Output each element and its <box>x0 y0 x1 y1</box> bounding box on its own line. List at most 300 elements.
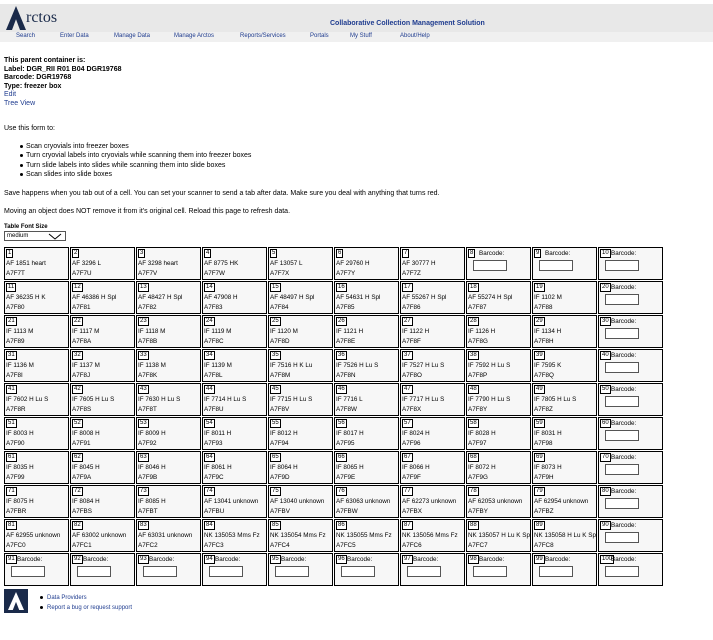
report-bug-link[interactable]: Report a bug or request support <box>47 605 133 611</box>
occupied-cell[interactable] <box>334 451 399 484</box>
barcode-label: Barcode: <box>611 522 637 529</box>
cell-specimen-label: AF 3298 heart <box>138 260 178 267</box>
occupied-cell[interactable] <box>466 485 531 518</box>
site-title: Collaborative Collection Management Solution <box>330 20 485 27</box>
cell-specimen-label: AF 13040 unknown <box>270 498 325 505</box>
cell-barcode: A7F8C <box>204 338 224 345</box>
barcode-label: Barcode: <box>611 284 637 291</box>
cell-specimen-label: IF 1102 M <box>534 294 562 301</box>
cell-barcode: A7F7X <box>270 270 290 277</box>
cell-position-number: 7 <box>404 250 408 256</box>
barcode-label: Barcode: <box>545 250 571 257</box>
cell-barcode: A7F86 <box>402 304 421 311</box>
cell-position-number: 78 <box>470 488 477 494</box>
cell-barcode: A7F84 <box>270 304 289 311</box>
occupied-cell[interactable] <box>4 315 69 348</box>
barcode-input[interactable] <box>341 566 375 577</box>
occupied-cell[interactable] <box>466 519 531 552</box>
occupied-cell[interactable] <box>268 451 333 484</box>
cell-specimen-label: IF 8085 H <box>138 498 166 505</box>
cell-specimen-label: IF 1120 M <box>270 328 298 335</box>
cell-specimen-label: IF 7717 H Lu S <box>402 396 445 403</box>
cell-position-number: 2 <box>74 250 78 256</box>
cell-position-number: 20 <box>602 284 609 290</box>
cell-position-number: 14 <box>206 284 213 290</box>
empty-cell[interactable] <box>598 417 663 450</box>
cell-barcode: A7F8G <box>468 338 488 345</box>
empty-cell[interactable] <box>598 451 663 484</box>
cell-barcode: A7F93 <box>204 440 223 447</box>
cell-specimen-label: IF 8003 H <box>6 430 34 437</box>
empty-cell[interactable] <box>334 553 399 586</box>
cell-position-number: 41 <box>8 386 15 392</box>
occupied-cell[interactable] <box>466 417 531 450</box>
occupied-cell[interactable] <box>532 349 597 382</box>
cell-specimen-label: IF 7805 H Lu S <box>534 396 577 403</box>
cell-specimen-label: IF 7714 H Lu S <box>204 396 247 403</box>
empty-cell[interactable] <box>598 349 663 382</box>
cell-barcode: A7FC8 <box>534 542 554 549</box>
cell-barcode: A7FBX <box>402 508 422 515</box>
cell-specimen-label: IF 7526 H Lu S <box>336 362 379 369</box>
cell-position-number: 51 <box>8 420 15 426</box>
cell-position-number: 9 <box>536 250 540 256</box>
barcode-label: Barcode: <box>347 556 373 563</box>
cell-barcode: A7F9D <box>270 474 290 481</box>
barcode-input[interactable] <box>605 532 639 543</box>
occupied-cell[interactable] <box>70 349 135 382</box>
occupied-cell[interactable] <box>334 417 399 450</box>
table-font-size-value: medium <box>7 233 29 239</box>
occupied-cell[interactable] <box>334 281 399 314</box>
cell-specimen-label: IF 8075 H <box>6 498 34 505</box>
cell-specimen-label: NK 135056 Mms Fz <box>402 532 458 539</box>
occupied-cell[interactable] <box>202 451 267 484</box>
cell-barcode: A7F8K <box>138 372 158 379</box>
cell-position-number: 86 <box>338 522 345 528</box>
occupied-cell[interactable] <box>202 519 267 552</box>
cell-barcode: A7F8M <box>270 372 291 379</box>
cell-specimen-label: AF 46386 H Spl <box>72 294 117 301</box>
cell-position-number: 95 <box>272 556 279 562</box>
cell-position-number: 10 <box>602 250 609 256</box>
cell-position-number: 12 <box>74 284 81 290</box>
barcode-input[interactable] <box>605 566 639 577</box>
occupied-cell[interactable] <box>4 383 69 416</box>
cell-position-number: 83 <box>140 522 147 528</box>
occupied-cell[interactable] <box>532 417 597 450</box>
cell-position-number: 40 <box>602 352 609 358</box>
occupied-cell[interactable] <box>136 485 201 518</box>
cell-specimen-label: IF 1137 M <box>72 362 100 369</box>
cell-specimen-label: IF 8028 H <box>468 430 496 437</box>
cell-position-number: 66 <box>338 454 345 460</box>
arctos-footer-logo[interactable] <box>4 589 28 613</box>
empty-cell[interactable] <box>598 315 663 348</box>
occupied-cell[interactable] <box>466 451 531 484</box>
occupied-cell[interactable] <box>202 485 267 518</box>
empty-cell[interactable] <box>598 247 663 280</box>
barcode-input[interactable] <box>605 260 639 271</box>
occupied-cell[interactable] <box>70 383 135 416</box>
cell-specimen-label: AF 62273 unknown <box>402 498 457 505</box>
cell-barcode: A7F8A <box>72 338 92 345</box>
barcode-input[interactable] <box>77 566 111 577</box>
nav-enter-data[interactable]: Enter Data <box>60 33 89 39</box>
occupied-cell[interactable] <box>4 485 69 518</box>
cell-position-number: 34 <box>206 352 213 358</box>
cell-specimen-label: NK 135055 Mms Fz <box>336 532 392 539</box>
occupied-cell[interactable] <box>268 485 333 518</box>
occupied-cell[interactable] <box>532 315 597 348</box>
cell-barcode: A7F80 <box>6 304 25 311</box>
occupied-cell[interactable] <box>202 247 267 280</box>
occupied-cell[interactable] <box>202 315 267 348</box>
cell-position-number: 52 <box>74 420 81 426</box>
occupied-cell[interactable] <box>268 315 333 348</box>
cell-barcode: A7F8T <box>138 406 157 413</box>
cell-position-number: 61 <box>8 454 15 460</box>
cell-position-number: 67 <box>404 454 411 460</box>
occupied-cell[interactable] <box>136 349 201 382</box>
cell-barcode: A7F95 <box>336 440 355 447</box>
barcode-input[interactable] <box>605 396 639 407</box>
cell-barcode: A7F8I <box>6 372 23 379</box>
barcode-label: Barcode: <box>149 556 175 563</box>
cell-position-number: 64 <box>206 454 213 460</box>
occupied-cell[interactable] <box>4 247 69 280</box>
occupied-cell[interactable] <box>400 281 465 314</box>
data-providers-link[interactable]: Data Providers <box>47 595 87 601</box>
nav-manage-data[interactable]: Manage Data <box>114 33 151 39</box>
empty-cell[interactable] <box>136 553 201 586</box>
occupied-cell[interactable] <box>136 315 201 348</box>
cell-position-number: 77 <box>404 488 411 494</box>
barcode-input[interactable] <box>473 260 507 271</box>
cell-specimen-label: AF 48497 H Spl <box>270 294 315 301</box>
empty-cell[interactable] <box>268 553 333 586</box>
cell-specimen-label: IF 8009 H <box>138 430 166 437</box>
barcode-input[interactable] <box>605 430 639 441</box>
cell-barcode: A7F90 <box>6 440 25 447</box>
occupied-cell[interactable] <box>466 349 531 382</box>
cell-position-number: 15 <box>272 284 279 290</box>
barcode-input[interactable] <box>605 464 639 475</box>
cell-position-number: 36 <box>338 352 345 358</box>
cell-barcode: A7F8W <box>336 406 357 413</box>
occupied-cell[interactable] <box>400 519 465 552</box>
occupied-cell[interactable] <box>532 451 597 484</box>
cell-position-number: 62 <box>74 454 81 460</box>
cell-position-number: 65 <box>272 454 279 460</box>
cell-specimen-label: IF 1139 M <box>204 362 232 369</box>
cell-position-number: 93 <box>140 556 147 562</box>
cell-position-number: 37 <box>404 352 411 358</box>
nav-portals[interactable]: Portals <box>310 33 329 39</box>
occupied-cell[interactable] <box>268 519 333 552</box>
cell-specimen-label: AF 47908 H <box>204 294 238 301</box>
cell-position-number: 29 <box>536 318 543 324</box>
cell-barcode: A7F85 <box>336 304 355 311</box>
cell-barcode: A7F8Y <box>468 406 488 413</box>
occupied-cell[interactable] <box>400 451 465 484</box>
cell-specimen-label: AF 54631 H Spl <box>336 294 381 301</box>
cell-position-number: 75 <box>272 488 279 494</box>
cell-barcode: A7F7W <box>204 270 225 277</box>
cell-barcode: A7F8L <box>204 372 223 379</box>
empty-cell[interactable] <box>4 553 69 586</box>
occupied-cell[interactable] <box>70 519 135 552</box>
occupied-cell[interactable] <box>70 315 135 348</box>
nav-about-help[interactable]: About/Help <box>400 33 430 39</box>
cell-barcode: A7F7V <box>138 270 158 277</box>
barcode-label: Barcode: <box>479 556 505 563</box>
tree-view-link[interactable]: Tree View <box>4 99 36 107</box>
occupied-cell[interactable] <box>400 349 465 382</box>
cell-barcode: A7F9A <box>72 474 92 481</box>
occupied-cell[interactable] <box>400 383 465 416</box>
occupied-cell[interactable] <box>136 417 201 450</box>
cell-position-number: 85 <box>272 522 279 528</box>
edit-link[interactable]: Edit <box>4 91 17 99</box>
cell-barcode: A7FC3 <box>204 542 224 549</box>
container-type: Type: freezer box <box>4 82 62 90</box>
usage-item: Scan slides into slide boxes <box>20 170 420 179</box>
barcode-label: Barcode: <box>545 556 571 563</box>
cell-position-number: 30 <box>602 318 609 324</box>
usage-instructions <box>4 125 252 179</box>
barcode-input[interactable] <box>605 328 639 339</box>
occupied-cell[interactable] <box>268 383 333 416</box>
barcode-input[interactable] <box>473 566 507 577</box>
occupied-cell[interactable] <box>334 485 399 518</box>
cell-position-number: 42 <box>74 386 81 392</box>
occupied-cell[interactable] <box>400 315 465 348</box>
cell-specimen-label: AF 62053 unknown <box>468 498 523 505</box>
occupied-cell[interactable] <box>202 383 267 416</box>
footer-links <box>40 593 240 613</box>
cell-position-number: 27 <box>404 318 411 324</box>
occupied-cell[interactable] <box>70 451 135 484</box>
barcode-input[interactable] <box>209 566 243 577</box>
empty-cell[interactable] <box>466 247 531 280</box>
occupied-cell[interactable] <box>202 417 267 450</box>
cell-position-number: 32 <box>74 352 81 358</box>
cell-position-number: 33 <box>140 352 147 358</box>
occupied-cell[interactable] <box>532 383 597 416</box>
cell-position-number: 80 <box>602 488 609 494</box>
occupied-cell[interactable] <box>334 349 399 382</box>
occupied-cell[interactable] <box>4 349 69 382</box>
container-grid <box>4 247 664 582</box>
barcode-input[interactable] <box>539 566 573 577</box>
cell-specimen-label: AF 63002 unknown <box>72 532 127 539</box>
empty-cell[interactable] <box>532 247 597 280</box>
occupied-cell[interactable] <box>400 485 465 518</box>
occupied-cell[interactable] <box>532 281 597 314</box>
occupied-cell[interactable] <box>4 451 69 484</box>
empty-cell[interactable] <box>598 281 663 314</box>
cell-specimen-label: IF 1134 H <box>534 328 562 335</box>
cell-specimen-label: AF 55274 H Spl <box>468 294 513 301</box>
cell-barcode: A7F8N <box>336 372 356 379</box>
occupied-cell[interactable] <box>70 417 135 450</box>
cell-specimen-label: IF 1138 M <box>138 362 166 369</box>
cell-position-number: 45 <box>272 386 279 392</box>
occupied-cell[interactable] <box>400 247 465 280</box>
occupied-cell[interactable] <box>268 281 333 314</box>
occupied-cell[interactable] <box>268 247 333 280</box>
occupied-cell[interactable] <box>4 519 69 552</box>
occupied-cell[interactable] <box>334 247 399 280</box>
nav-search[interactable]: Search <box>16 33 36 39</box>
cell-barcode: A7FBS <box>72 508 92 515</box>
cell-barcode: A7F9H <box>534 474 554 481</box>
empty-cell[interactable] <box>598 383 663 416</box>
barcode-input[interactable] <box>539 260 573 271</box>
occupied-cell[interactable] <box>136 281 201 314</box>
occupied-cell[interactable] <box>136 519 201 552</box>
cell-barcode: A7F99 <box>6 474 25 481</box>
empty-cell[interactable] <box>598 485 663 518</box>
cell-position-number: 71 <box>8 488 15 494</box>
empty-cell[interactable] <box>466 553 531 586</box>
barcode-input[interactable] <box>143 566 177 577</box>
occupied-cell[interactable] <box>70 485 135 518</box>
cell-barcode: A7F83 <box>204 304 223 311</box>
occupied-cell[interactable] <box>532 485 597 518</box>
cell-position-number: 74 <box>206 488 213 494</box>
cell-barcode: A7FC7 <box>468 542 488 549</box>
occupied-cell[interactable] <box>268 417 333 450</box>
barcode-label: Barcode: <box>611 556 637 563</box>
cell-position-number: 49 <box>536 386 543 392</box>
cell-position-number: 89 <box>536 522 543 528</box>
cell-position-number: 56 <box>338 420 345 426</box>
occupied-cell[interactable] <box>400 417 465 450</box>
cell-barcode: A7FBZ <box>534 508 554 515</box>
cell-position-number: 24 <box>206 318 213 324</box>
occupied-cell[interactable] <box>136 383 201 416</box>
cell-specimen-label: IF 7715 H Lu S <box>270 396 313 403</box>
cell-barcode: A7F82 <box>138 304 157 311</box>
usage-intro: Use this form to: <box>4 125 55 132</box>
occupied-cell[interactable] <box>466 315 531 348</box>
cell-position-number: 79 <box>536 488 543 494</box>
cell-barcode: A7F9F <box>402 474 421 481</box>
cell-position-number: 63 <box>140 454 147 460</box>
occupied-cell[interactable] <box>334 519 399 552</box>
occupied-cell[interactable] <box>70 281 135 314</box>
cell-position-number: 91 <box>8 556 15 562</box>
cell-specimen-label: AF 30777 H <box>402 260 436 267</box>
usage-item: Scan cryovials into freezer boxes <box>20 142 420 151</box>
empty-cell[interactable] <box>598 519 663 552</box>
cell-specimen-label: IF 7716 L <box>336 396 363 403</box>
moving-note: Moving an object does NOT remove it from it's original cell. Reload this page to refresh data. <box>4 208 291 215</box>
cell-position-number: 58 <box>470 420 477 426</box>
cell-specimen-label: IF 8064 H <box>270 464 298 471</box>
empty-cell[interactable] <box>202 553 267 586</box>
barcode-input[interactable] <box>605 294 639 305</box>
cell-position-number: 46 <box>338 386 345 392</box>
cell-specimen-label: IF 1119 M <box>204 328 232 335</box>
barcode-input[interactable] <box>605 362 639 373</box>
occupied-cell[interactable] <box>466 281 531 314</box>
main-nav <box>0 32 713 42</box>
barcode-input[interactable] <box>275 566 309 577</box>
cell-position-number: 16 <box>338 284 345 290</box>
occupied-cell[interactable] <box>202 281 267 314</box>
occupied-cell[interactable] <box>202 349 267 382</box>
cell-specimen-label: AF 36235 H K <box>6 294 46 301</box>
cell-barcode: A7FBR <box>6 508 27 515</box>
cell-position-number: 26 <box>338 318 345 324</box>
cell-specimen-label: NK 135057 H Lu K Sp <box>468 532 530 539</box>
nav-reports-services[interactable]: Reports/Services <box>240 33 286 39</box>
cell-barcode: A7F7T <box>6 270 25 277</box>
cell-position-number: 35 <box>272 352 279 358</box>
cell-specimen-label: IF 8065 H <box>336 464 364 471</box>
cell-position-number: 72 <box>74 488 81 494</box>
save-note: Save happens when you tab out of a cell. You can set your scanner to send a tab after data. Make sure you deal with anything that turns red. <box>4 190 440 197</box>
occupied-cell[interactable] <box>532 519 597 552</box>
occupied-cell[interactable] <box>334 383 399 416</box>
empty-cell[interactable] <box>532 553 597 586</box>
cell-position-number: 100 <box>602 556 613 562</box>
occupied-cell[interactable] <box>136 451 201 484</box>
occupied-cell[interactable] <box>466 383 531 416</box>
nav-my-stuff[interactable]: My Stuff <box>350 33 372 39</box>
occupied-cell[interactable] <box>4 281 69 314</box>
cell-specimen-label: IF 8012 H <box>270 430 298 437</box>
occupied-cell[interactable] <box>136 247 201 280</box>
cell-position-number: 18 <box>470 284 477 290</box>
cell-barcode: A7FBY <box>468 508 488 515</box>
cell-specimen-label: IF 1121 H <box>336 328 364 335</box>
cell-barcode: A7F8X <box>402 406 422 413</box>
cell-barcode: A7FC4 <box>270 542 290 549</box>
barcode-input[interactable] <box>605 498 639 509</box>
barcode-input[interactable] <box>407 566 441 577</box>
cell-barcode: A7FC2 <box>138 542 158 549</box>
barcode-label: Barcode: <box>611 454 637 461</box>
cell-barcode: A7F96 <box>402 440 421 447</box>
cell-position-number: 44 <box>206 386 213 392</box>
cell-barcode: A7F88 <box>534 304 553 311</box>
cell-specimen-label: IF 8066 H <box>402 464 430 471</box>
occupied-cell[interactable] <box>70 247 135 280</box>
empty-cell[interactable] <box>598 553 663 586</box>
cell-barcode: A7FC6 <box>402 542 422 549</box>
barcode-label: Barcode: <box>611 250 637 257</box>
empty-cell[interactable] <box>400 553 465 586</box>
cell-barcode: A7F8Z <box>534 406 553 413</box>
empty-cell[interactable] <box>70 553 135 586</box>
occupied-cell[interactable] <box>4 417 69 450</box>
nav-manage-arctos[interactable]: Manage Arctos <box>174 33 215 39</box>
cell-position-number: 88 <box>470 522 477 528</box>
cell-position-number: 90 <box>602 522 609 528</box>
table-font-size-select[interactable] <box>4 231 66 241</box>
occupied-cell[interactable] <box>334 315 399 348</box>
arctos-logo[interactable] <box>6 6 86 30</box>
cell-barcode: A7F8F <box>402 338 421 345</box>
occupied-cell[interactable] <box>268 349 333 382</box>
cell-position-number: 28 <box>470 318 477 324</box>
barcode-input[interactable] <box>11 566 45 577</box>
cell-barcode: A7F8E <box>336 338 356 345</box>
